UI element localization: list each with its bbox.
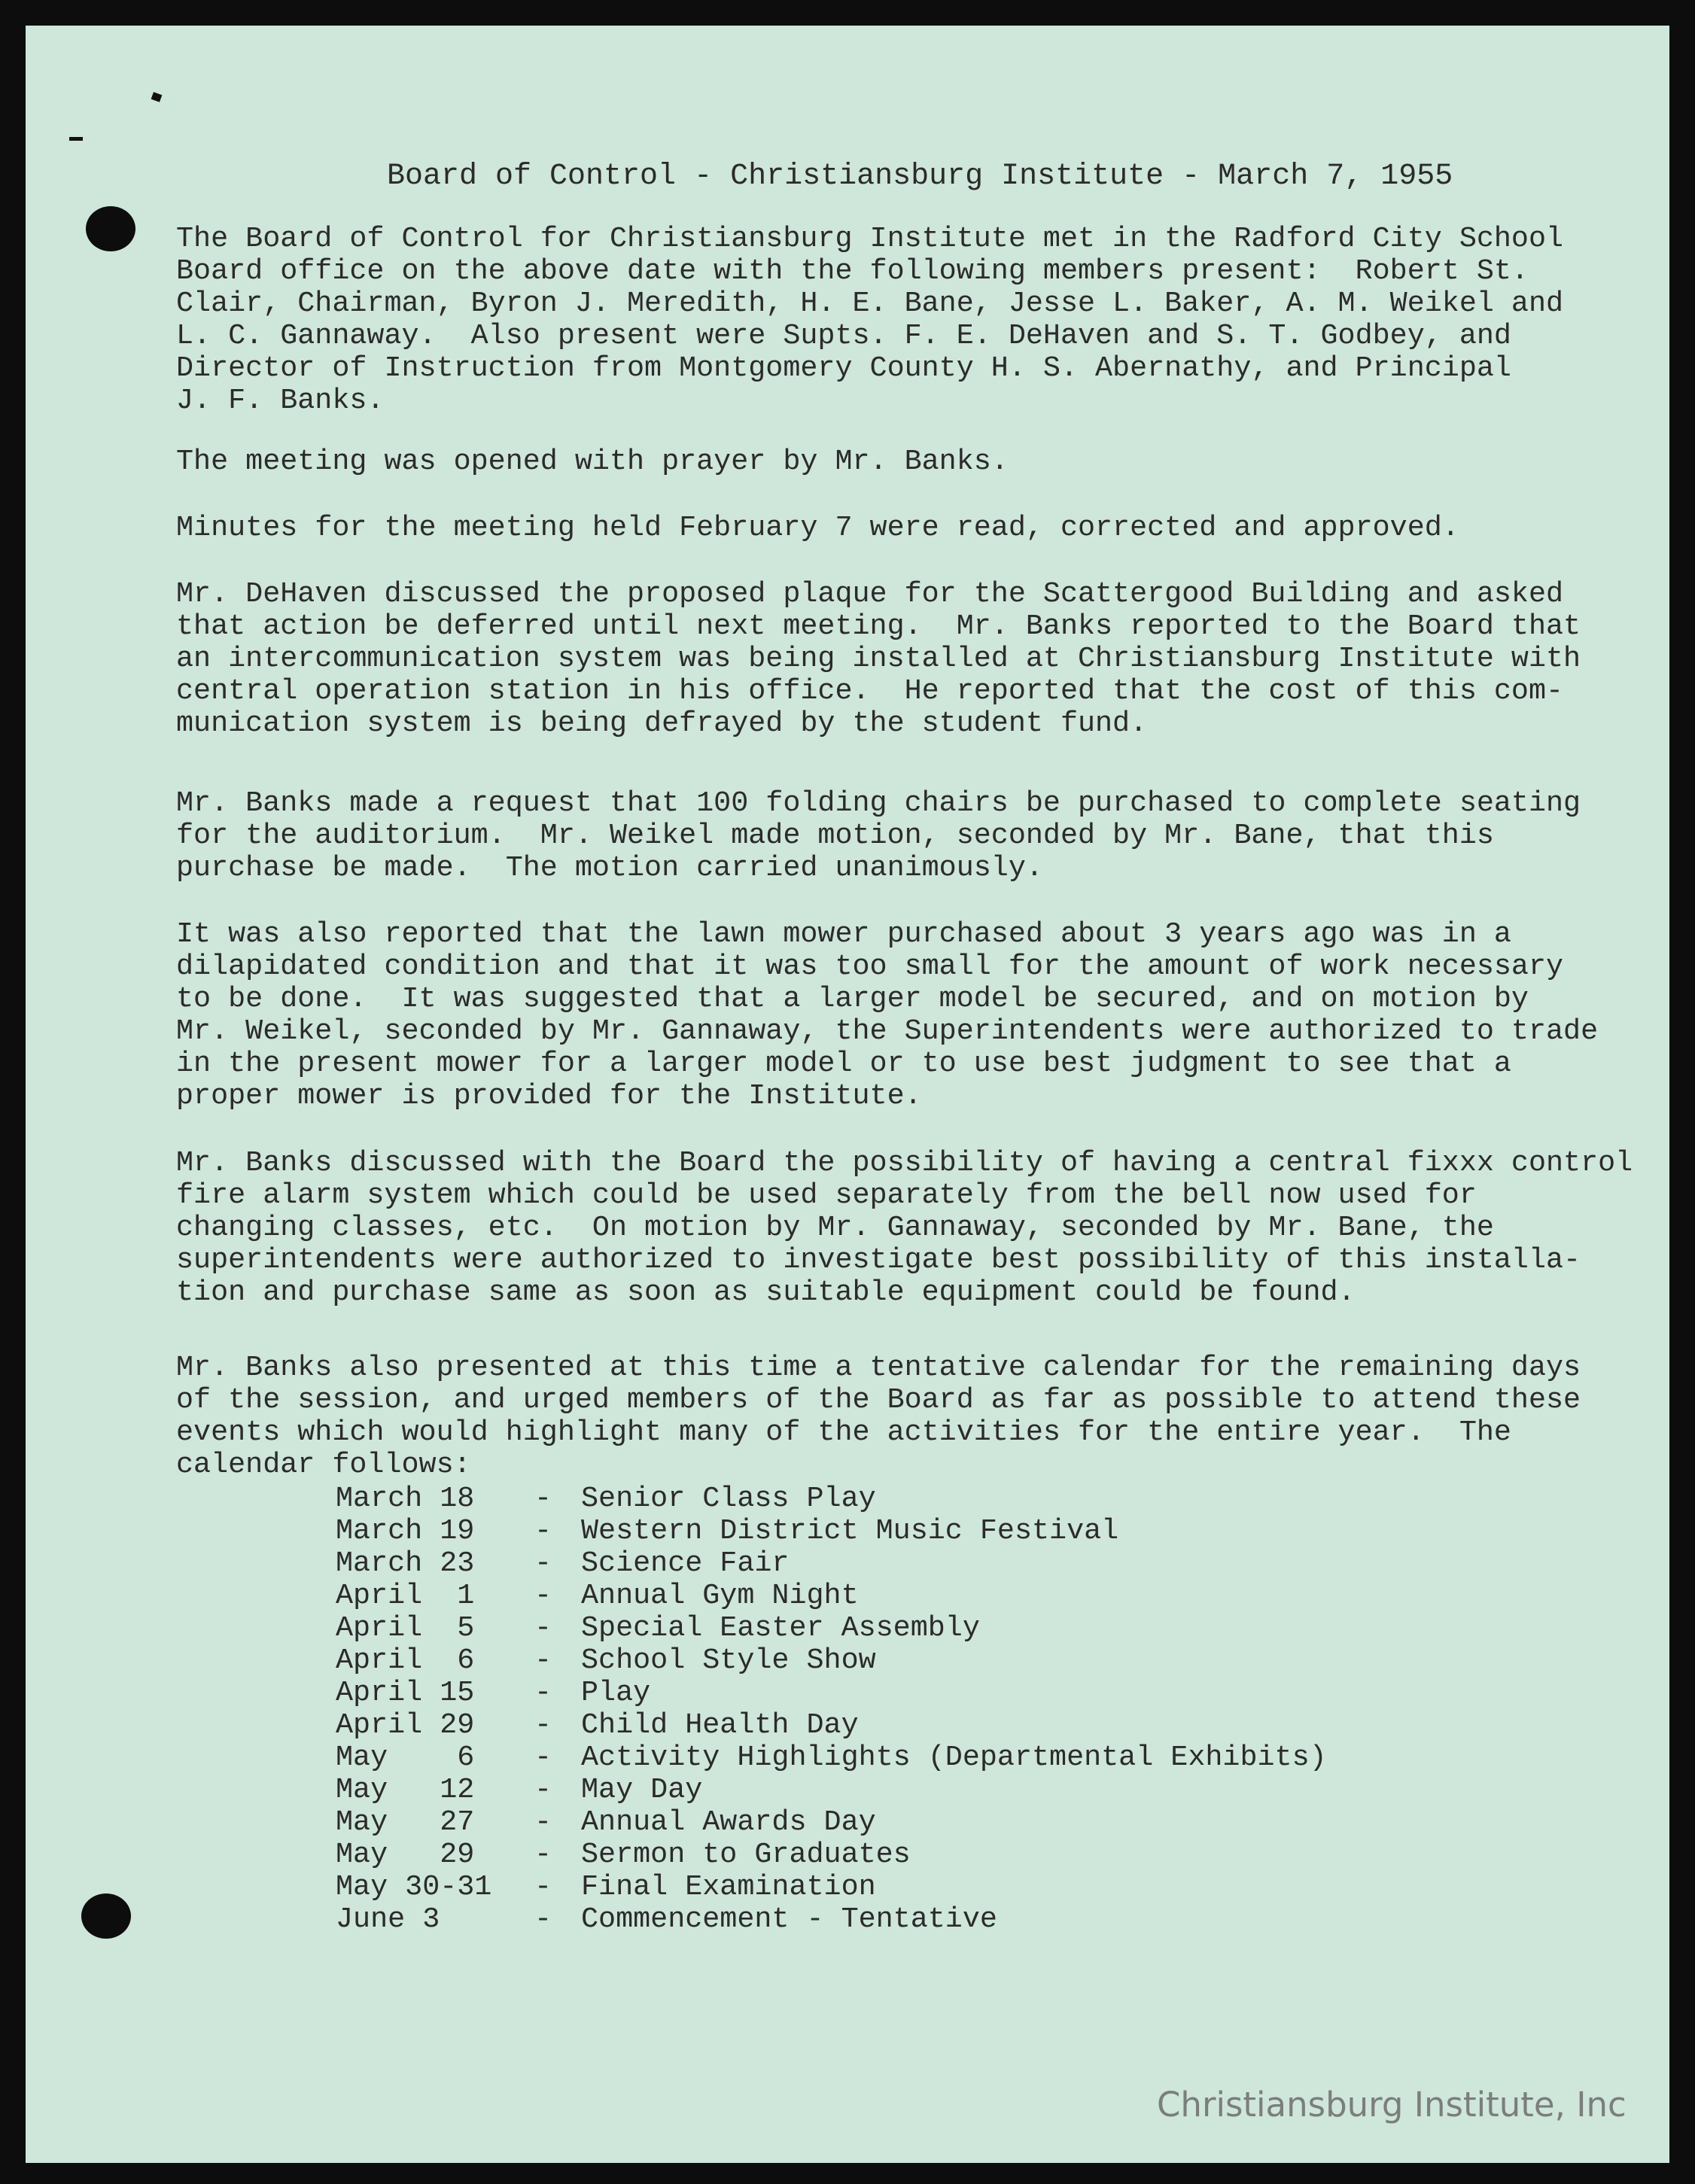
text-line: superintendents were authorized to investigate best possibility of this installa- xyxy=(176,1243,1581,1276)
paragraph-plaque xyxy=(176,577,1581,740)
calendar-event: Play xyxy=(581,1676,651,1709)
calendar-list xyxy=(336,1483,1327,1936)
text-line: events which would highlight many of the activities for the entire year. The xyxy=(176,1416,1511,1449)
text-line: to be done. It was suggested that a larger model be secured, and on motion by xyxy=(176,982,1529,1015)
calendar-dash: - xyxy=(534,1903,552,1936)
punch-hole-bottom xyxy=(81,1894,131,1939)
text-line: an intercommunication system was being installed at Christiansburg Institute with xyxy=(176,642,1581,675)
watermark-text: Christiansburg Institute, Inc xyxy=(1157,2085,1627,2125)
calendar-date: May 30-31 xyxy=(336,1870,492,1903)
pencil-mark xyxy=(69,137,83,141)
calendar-event: May Day xyxy=(581,1773,703,1806)
text-line: of the session, and urged members of the Board as far as possible to attend these xyxy=(176,1383,1581,1416)
text-line: central operation station in his office. He reported that the cost of this com- xyxy=(176,674,1564,707)
paragraph-attendance xyxy=(176,223,1576,417)
text-line: J. F. Banks. xyxy=(176,384,385,417)
calendar-event: Senior Class Play xyxy=(581,1482,876,1515)
text-line: Minutes for the meeting held February 7 were read, corrected and approved. xyxy=(176,511,1459,544)
paragraph-chairs xyxy=(176,786,1581,884)
calendar-dash: - xyxy=(534,1708,552,1741)
calendar-date: April 5 xyxy=(336,1611,475,1644)
calendar-event: Activity Highlights (Departmental Exhibits) xyxy=(581,1741,1327,1774)
calendar-event: Science Fair xyxy=(581,1547,790,1580)
calendar-row xyxy=(336,1677,1327,1709)
calendar-dash: - xyxy=(534,1482,552,1515)
calendar-row xyxy=(336,1580,1327,1612)
calendar-date: May 29 xyxy=(336,1838,475,1871)
text-line: Mr. Weikel, seconded by Mr. Gannaway, the Superintendents were authorized to trade xyxy=(176,1014,1599,1048)
calendar-dash: - xyxy=(534,1611,552,1644)
calendar-date: March 23 xyxy=(336,1547,475,1580)
calendar-date: April 29 xyxy=(336,1708,475,1741)
text-line: changing classes, etc. On motion by Mr. Gannaway, seconded by Mr. Bane, the xyxy=(176,1211,1494,1244)
paragraph-lawn-mower xyxy=(176,917,1599,1112)
calendar-dash: - xyxy=(534,1870,552,1903)
text-line: Mr. Banks also presented at this time a tentative calendar for the remaining days xyxy=(176,1351,1581,1384)
calendar-date: May 27 xyxy=(336,1805,475,1839)
calendar-date: April 15 xyxy=(336,1676,475,1709)
calendar-date: April 6 xyxy=(336,1644,475,1677)
punch-hole-top xyxy=(86,206,135,251)
paragraph-minutes xyxy=(176,512,1576,544)
calendar-dash: - xyxy=(534,1676,552,1709)
text-line: in the present mower for a larger model or to use best judgment to see that a xyxy=(176,1047,1511,1080)
document-page xyxy=(26,26,1669,2163)
text-line: purchase be made. The motion carried unanimously. xyxy=(176,851,1043,884)
document-title: Board of Control - Christiansburg Institute - March 7, 1955 xyxy=(387,160,1453,193)
calendar-date: June 3 xyxy=(336,1903,440,1936)
calendar-row xyxy=(336,1741,1327,1774)
text-line: It was also reported that the lawn mower purchased about 3 years ago was in a xyxy=(176,917,1511,951)
text-line: that action be deferred until next meeting. Mr. Banks reported to the Board that xyxy=(176,610,1581,643)
text-line: dilapidated condition and that it was too small for the amount of work necessary xyxy=(176,950,1564,983)
calendar-row xyxy=(336,1839,1327,1871)
calendar-row xyxy=(336,1871,1327,1903)
calendar-date: May 12 xyxy=(336,1773,475,1806)
paragraph-fire-alarm xyxy=(176,1146,1633,1309)
calendar-dash: - xyxy=(534,1579,552,1612)
calendar-date: March 19 xyxy=(336,1514,475,1547)
calendar-dash: - xyxy=(534,1547,552,1580)
calendar-event: Final Examination xyxy=(581,1870,876,1903)
calendar-date: March 18 xyxy=(336,1482,475,1515)
calendar-date: May 6 xyxy=(336,1741,475,1774)
text-line: Board office on the above date with the following members present: Robert St. xyxy=(176,254,1529,287)
calendar-event: Annual Gym Night xyxy=(581,1579,859,1612)
text-line: Mr. DeHaven discussed the proposed plaque for the Scattergood Building and asked xyxy=(176,577,1564,610)
calendar-event: Child Health Day xyxy=(581,1708,859,1741)
text-line: L. C. Gannaway. Also present were Supts. F. E. DeHaven and S. T. Godbey, and xyxy=(176,319,1511,352)
calendar-event: Western District Music Festival xyxy=(581,1514,1119,1547)
text-line: The Board of Control for Christiansburg Institute met in the Radford City School xyxy=(176,222,1564,255)
calendar-dash: - xyxy=(534,1805,552,1839)
calendar-row xyxy=(336,1644,1327,1677)
calendar-row xyxy=(336,1547,1327,1580)
calendar-event: Sermon to Graduates xyxy=(581,1838,911,1871)
calendar-dash: - xyxy=(534,1514,552,1547)
text-line: Director of Instruction from Montgomery County H. S. Abernathy, and Principal xyxy=(176,351,1511,385)
text-line: munication system is being defrayed by the student fund. xyxy=(176,707,1148,740)
pencil-mark xyxy=(151,92,163,102)
calendar-event: Commencement - Tentative xyxy=(581,1903,997,1936)
calendar-row xyxy=(336,1709,1327,1741)
calendar-dash: - xyxy=(534,1838,552,1871)
text-line: The meeting was opened with prayer by Mr. Banks. xyxy=(176,445,1009,478)
calendar-event: Annual Awards Day xyxy=(581,1805,876,1839)
text-line: Mr. Banks made a request that 100 folding chairs be purchased to complete seating xyxy=(176,786,1581,820)
calendar-event: Special Easter Assembly xyxy=(581,1611,980,1644)
calendar-row xyxy=(336,1903,1327,1936)
text-line: Mr. Banks discussed with the Board the possibility of having a central fixxx control xyxy=(176,1146,1633,1179)
calendar-row xyxy=(336,1483,1327,1515)
text-line: calendar follows: xyxy=(176,1448,471,1481)
calendar-event: School Style Show xyxy=(581,1644,876,1677)
calendar-row xyxy=(336,1806,1327,1839)
calendar-dash: - xyxy=(534,1773,552,1806)
text-line: fire alarm system which could be used separately from the bell now used for xyxy=(176,1179,1477,1212)
text-line: for the auditorium. Mr. Weikel made motion, seconded by Mr. Bane, that this xyxy=(176,819,1494,852)
calendar-dash: - xyxy=(534,1644,552,1677)
text-line: proper mower is provided for the Institute. xyxy=(176,1079,922,1112)
paragraph-calendar-intro xyxy=(176,1351,1581,1481)
calendar-date: April 1 xyxy=(336,1579,475,1612)
calendar-row xyxy=(336,1612,1327,1644)
calendar-dash: - xyxy=(534,1741,552,1774)
calendar-row xyxy=(336,1774,1327,1806)
calendar-row xyxy=(336,1515,1327,1547)
text-line: tion and purchase same as soon as suitable equipment could be found. xyxy=(176,1276,1356,1309)
paragraph-prayer xyxy=(176,446,1576,478)
text-line: Clair, Chairman, Byron J. Meredith, H. E. Bane, Jesse L. Baker, A. M. Weikel and xyxy=(176,287,1564,320)
